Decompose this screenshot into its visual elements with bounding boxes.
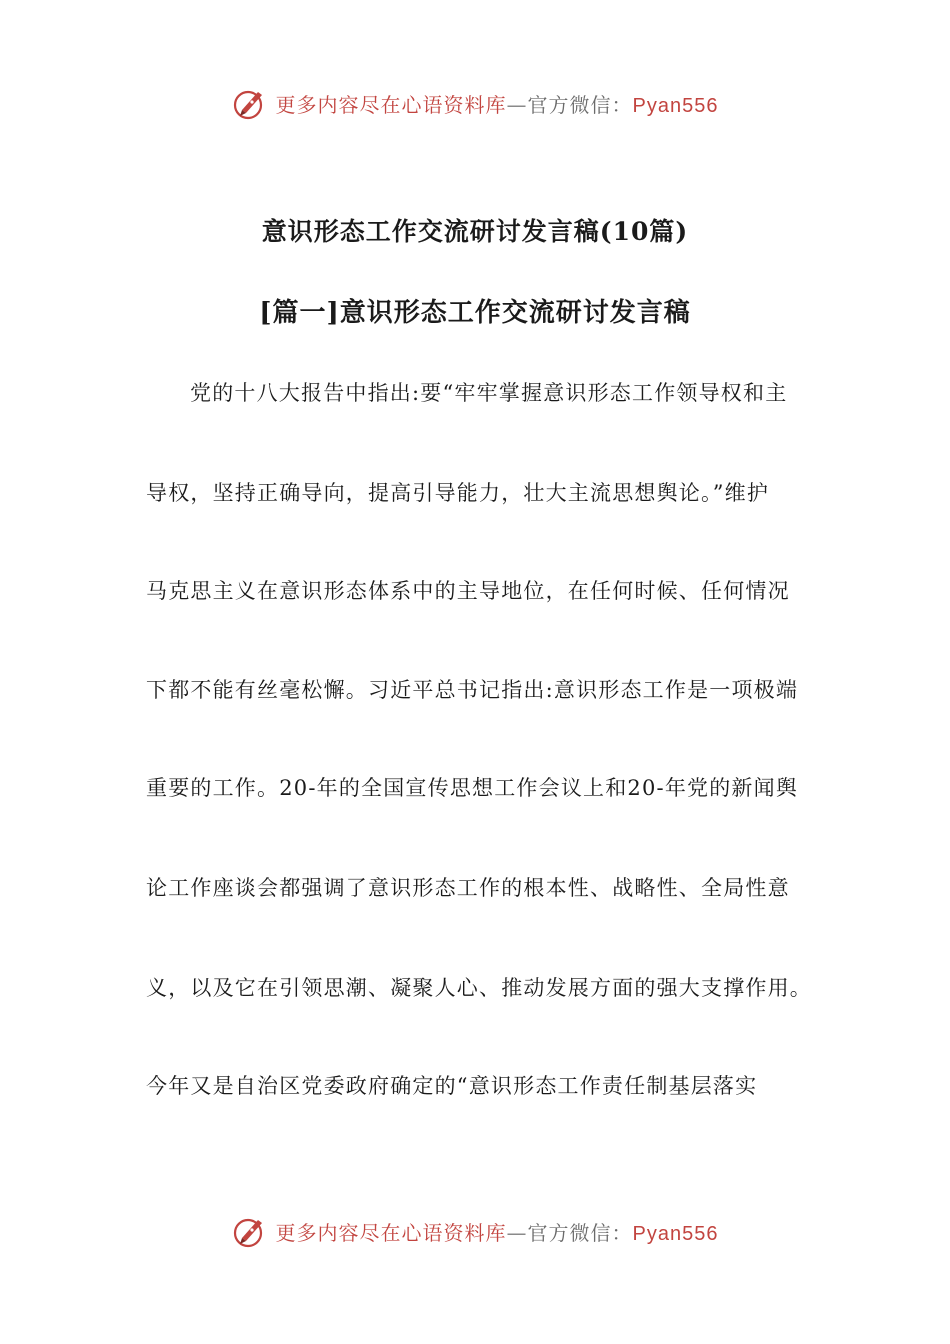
body-line: 下都不能有丝毫松懈。习近平总书记指出:意识形态工作是一项极端: [146, 678, 799, 702]
body-line: 论工作座谈会都强调了意识形态工作的根本性、战略性、全局性意: [146, 876, 790, 900]
body-line: 马克思主义在意识形态体系中的主导地位，在任何时候、任何情况: [146, 579, 790, 603]
body-line: 党的十八大报告中指出:要“牢牢掌握意识形态工作领导权和主: [190, 381, 788, 405]
pen-nib-circle-icon: [232, 85, 268, 121]
banner-wechat-label: 官方微信：: [527, 1220, 633, 1245]
section-title: [篇一]意识形态工作交流研讨发言稿: [259, 298, 691, 328]
document-title: 意识形态工作交流研讨发言稿(10篇): [261, 217, 689, 246]
footer-banner: [0, 1206, 950, 1256]
banner-wechat-id: Pyan556: [632, 94, 719, 117]
pen-nib-circle-icon: [232, 1213, 268, 1249]
body-line: 今年又是自治区党委政府确定的“意识形态工作责任制基层落实: [146, 1074, 758, 1098]
banner-site-name: 更多内容尽在心语资料库: [275, 92, 507, 117]
body-line: 重要的工作。20-年的全国宣传思想工作会议上和20-年党的新闻舆: [146, 776, 799, 800]
banner-wechat-id: Pyan556: [632, 1222, 719, 1245]
banner-dash: —: [506, 92, 528, 117]
body-line: 导权，坚持正确导向，提高引导能力，壮大主流思想舆论。”维护: [146, 481, 770, 505]
banner-wechat-label: 官方微信：: [527, 92, 633, 117]
header-banner: [0, 78, 950, 128]
body-line: 义，以及它在引领思潮、凝聚人心、推动发展方面的强大支撑作用。: [146, 976, 812, 1000]
banner-dash: —: [506, 1220, 528, 1245]
banner-site-name: 更多内容尽在心语资料库: [275, 1220, 507, 1245]
